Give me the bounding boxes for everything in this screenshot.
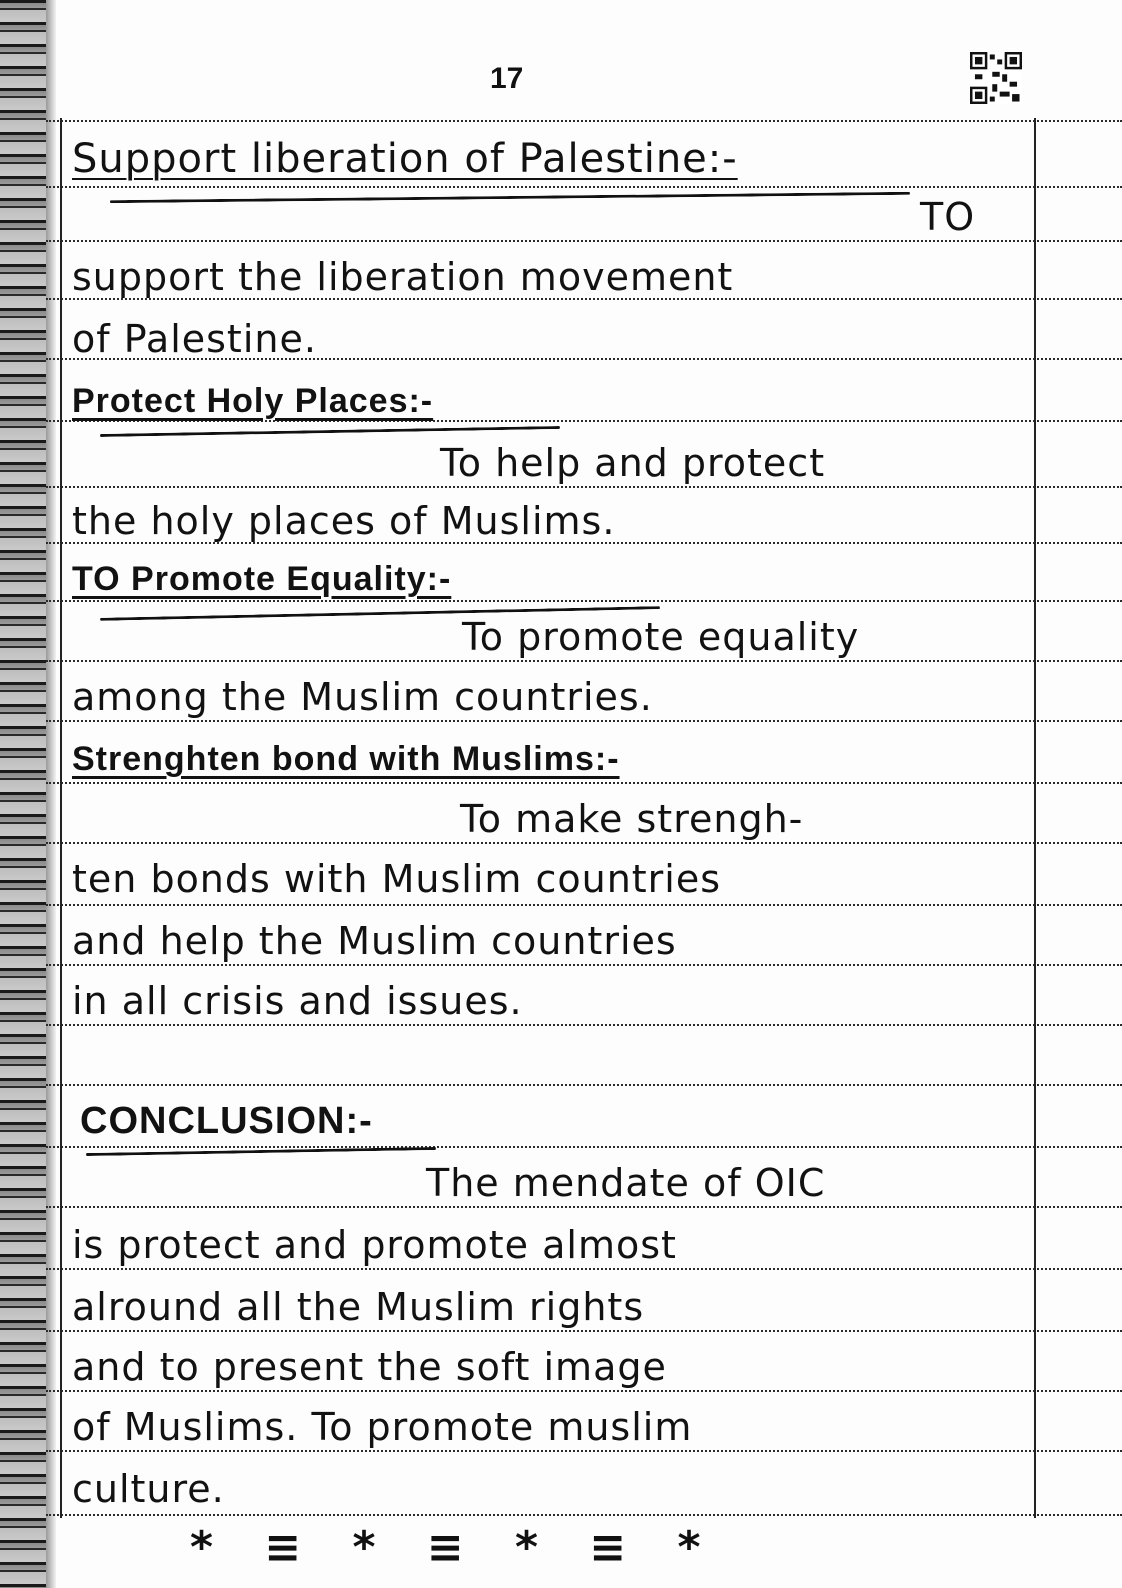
ruled-line bbox=[46, 486, 1122, 488]
end-of-section-mark: * ≡ * ≡ * ≡ * bbox=[190, 1522, 719, 1573]
heading-underline-stroke bbox=[86, 1147, 436, 1156]
heading-protect-holy-places: Protect Holy Places:- bbox=[72, 382, 434, 420]
ruled-line bbox=[46, 904, 1122, 906]
ruled-line bbox=[46, 1450, 1122, 1452]
binding-shadow bbox=[46, 0, 56, 1588]
ruled-line bbox=[46, 1146, 1122, 1148]
ruled-line bbox=[46, 1084, 1122, 1086]
ruled-line bbox=[46, 660, 1122, 662]
text-line: To help and protect bbox=[440, 441, 826, 485]
ruled-line bbox=[46, 1268, 1122, 1270]
ruled-line bbox=[46, 1330, 1122, 1332]
text-line: To make strengh- bbox=[460, 797, 804, 841]
ruled-line bbox=[46, 1514, 1122, 1516]
heading-conclusion: CONCLUSION:- bbox=[80, 1100, 373, 1142]
ruled-line bbox=[46, 964, 1122, 966]
text-line: and to present the soft image bbox=[72, 1345, 667, 1389]
text-line: of Palestine. bbox=[72, 317, 317, 361]
ruled-line bbox=[46, 120, 1122, 122]
heading-strengthen-bond: Strenghten bond with Muslims:- bbox=[72, 740, 620, 778]
left-margin-line bbox=[60, 118, 62, 1518]
text-line: support the liberation movement bbox=[72, 255, 734, 299]
heading-underline-stroke bbox=[100, 426, 560, 437]
text-line: The mendate of OIC bbox=[426, 1161, 826, 1205]
ruled-line bbox=[46, 1206, 1122, 1208]
text-line: culture. bbox=[72, 1467, 225, 1511]
text-line: alround all the Muslim rights bbox=[72, 1285, 645, 1329]
text-line: the holy places of Muslims. bbox=[72, 499, 616, 543]
text-line: is protect and promote almost bbox=[72, 1223, 677, 1267]
text-line: ten bonds with Muslim countries bbox=[72, 857, 722, 901]
text-line: To promote equality bbox=[462, 615, 860, 659]
qr-code-icon bbox=[970, 52, 1022, 104]
text-line: and help the Muslim countries bbox=[72, 919, 677, 963]
ruled-line bbox=[46, 1024, 1122, 1026]
heading-support-liberation: Support liberation of Palestine:- bbox=[72, 136, 738, 182]
ruled-line bbox=[46, 782, 1122, 784]
text-line: among the Muslim countries. bbox=[72, 675, 653, 719]
spiral-binding bbox=[0, 0, 46, 1588]
ruled-line bbox=[46, 842, 1122, 844]
heading-promote-equality: TO Promote Equality:- bbox=[72, 560, 452, 598]
ruled-line bbox=[46, 1390, 1122, 1392]
right-margin-line bbox=[1034, 118, 1036, 1518]
ruled-line bbox=[46, 240, 1122, 242]
ruled-line bbox=[46, 720, 1122, 722]
text-line: TO bbox=[920, 195, 976, 239]
heading-underline-stroke bbox=[110, 192, 910, 203]
text-line: in all crisis and issues. bbox=[72, 979, 523, 1023]
ruled-line bbox=[46, 186, 1122, 188]
page-number: 17 bbox=[490, 62, 524, 95]
text-line: of Muslims. To promote muslim bbox=[72, 1405, 693, 1449]
